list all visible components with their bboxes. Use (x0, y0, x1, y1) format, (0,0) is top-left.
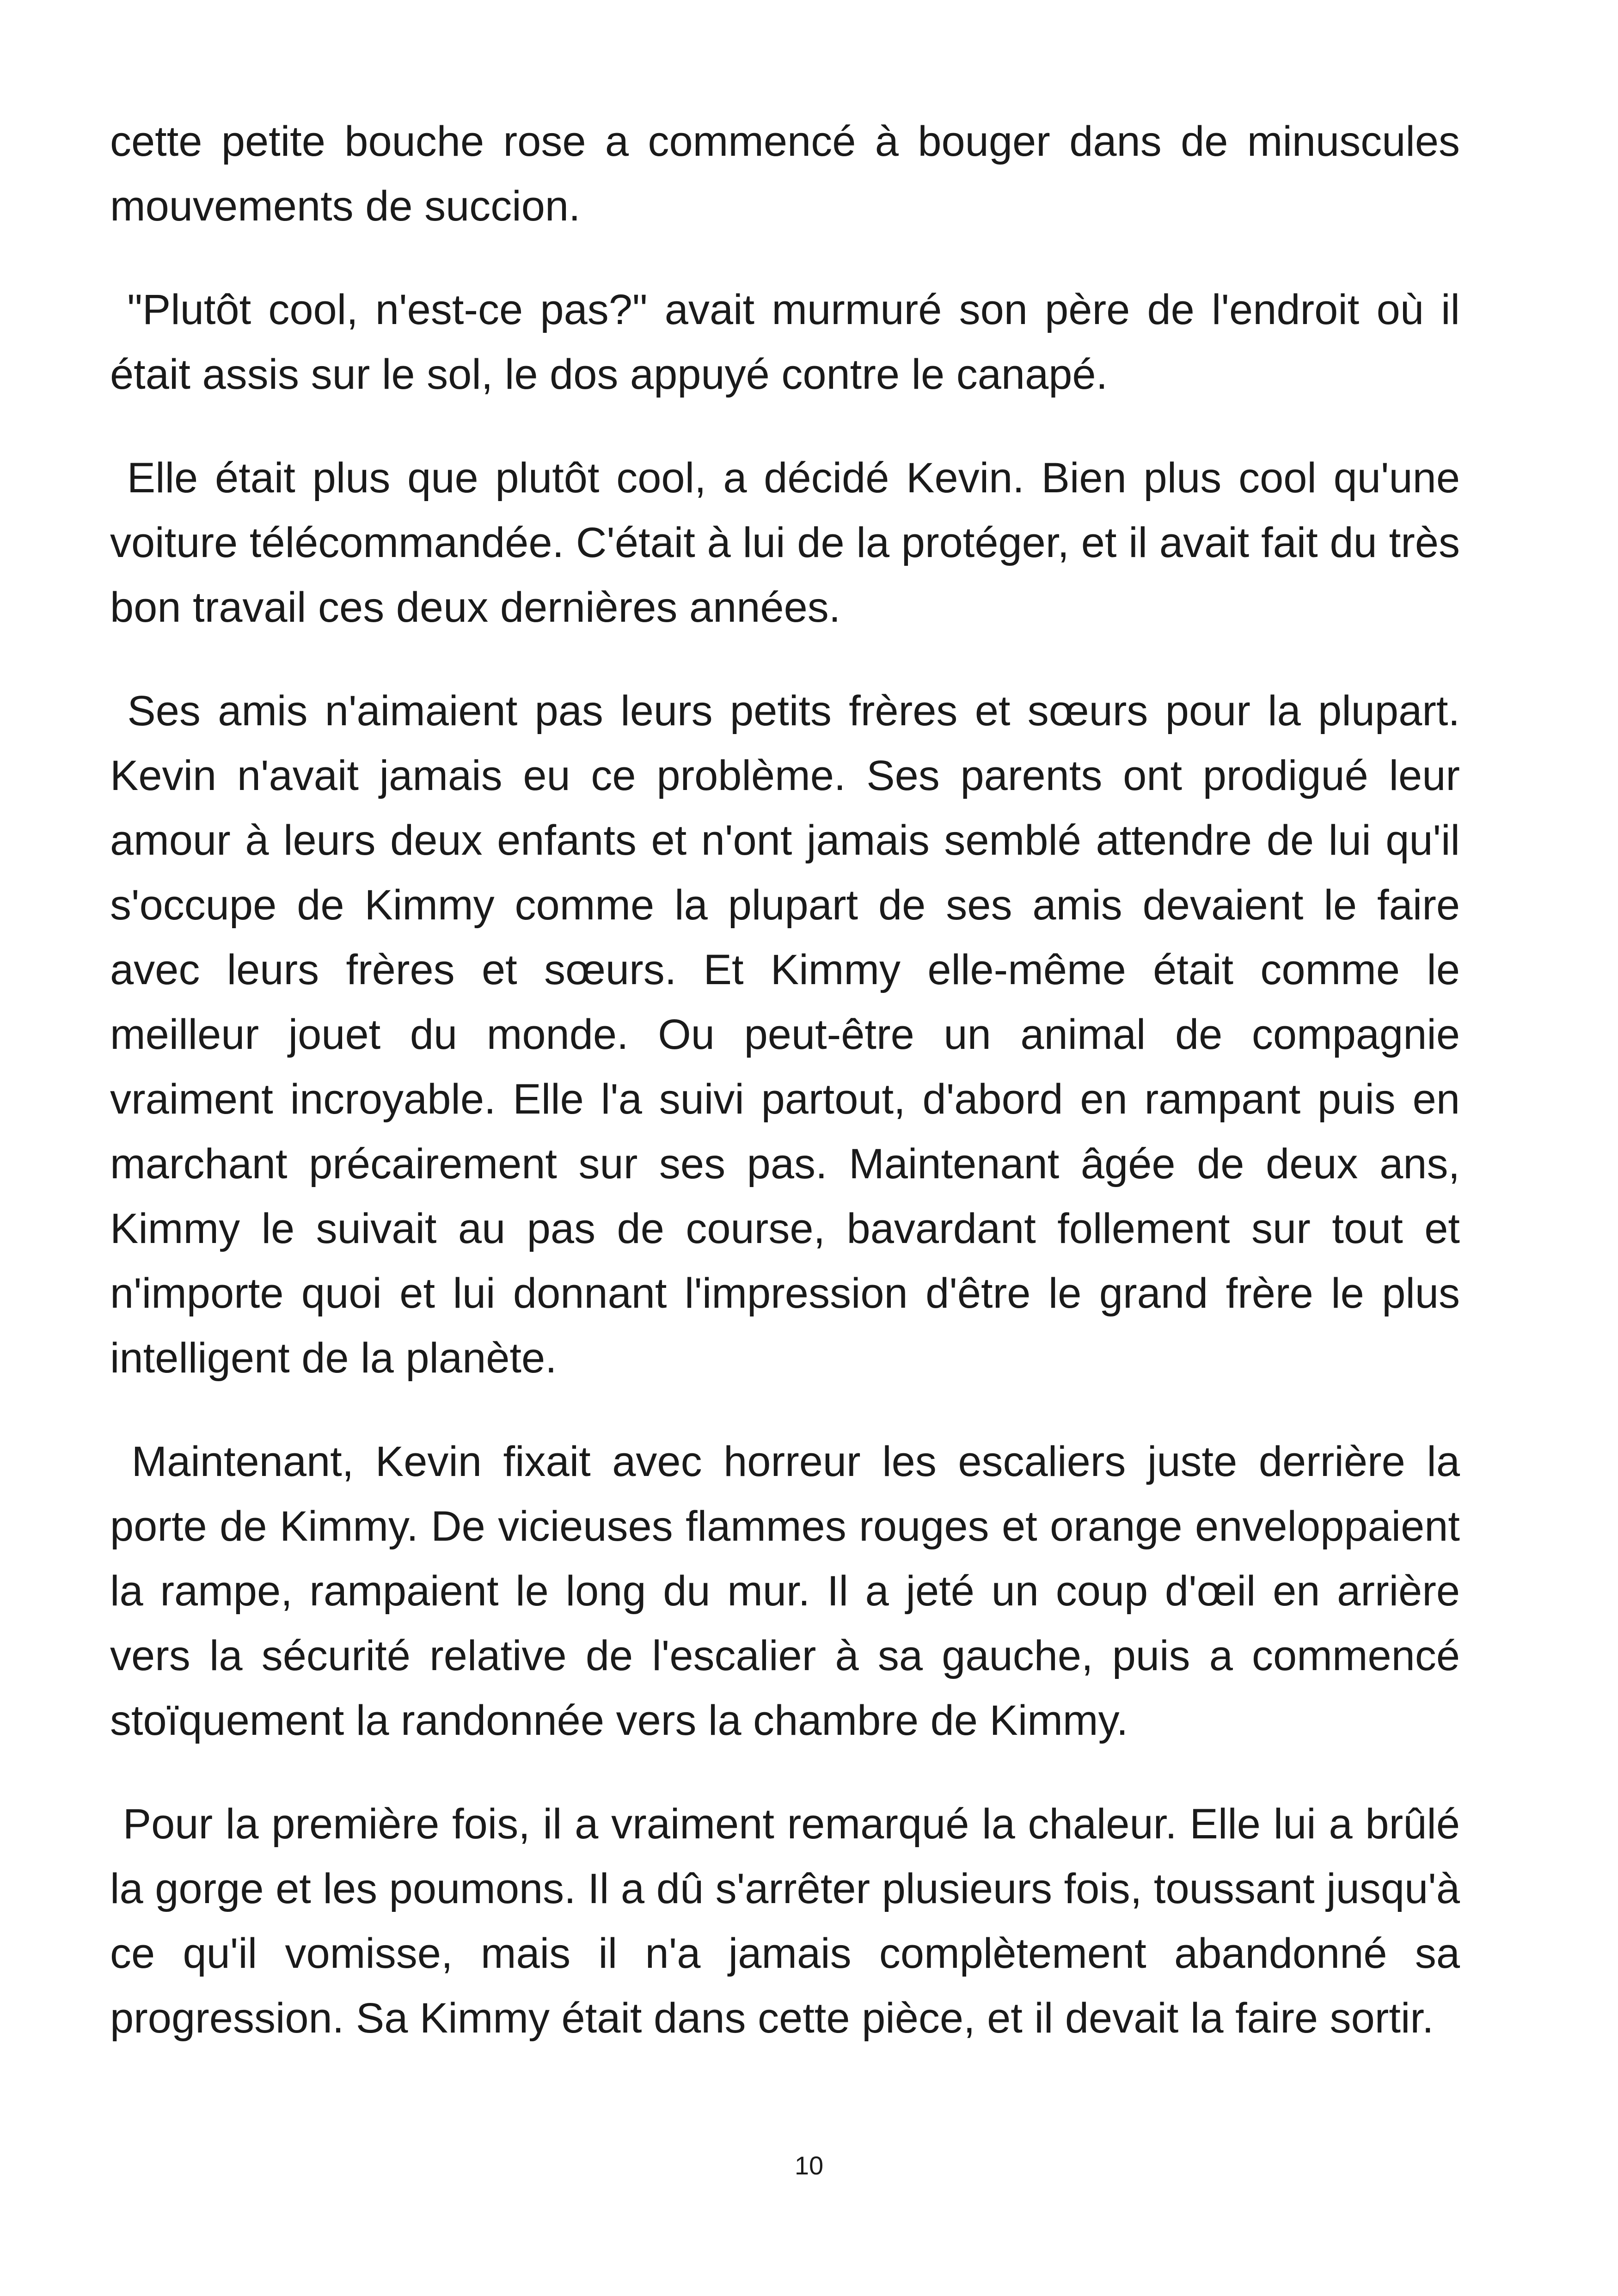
paragraph-4: Ses amis n'aimaient pas leurs petits frères et sœurs pour la plupart. Kevin n'avait jamais eu ce problème. Ses parents ont prodigué leur amour à leurs deux enfants et n'ont jamais semblé attendre de lui qu'il s'occupe de Kimmy comme la plupart de ses amis devaient le faire avec leurs frères et sœurs. Et Kimmy elle-même était comme le meilleur jouet du monde. Ou peut-être un animal de compagnie vraiment incroyable. Elle l'a suivi partout, d'abord en rampant puis en marchant précairement sur ses pas. Maintenant âgée de deux ans, Kimmy le suivait au pas de course, bavardant follement sur tout et n'importe quoi et lui donnant l'impression d'être le grand frère le plus intelligent de la planète. (110, 687, 1472, 1382)
paragraph-1: cette petite bouche rose a commencé à bouger dans de minuscules mouvements de succion. (110, 118, 1460, 230)
paragraph-2: "Plutôt cool, n'est-ce pas?" avait murmuré son père de l'endroit où il était assis sur le sol, le dos appuyé contre le canapé. (110, 286, 1472, 398)
paragraph-3: Elle était plus que plutôt cool, a décidé Kevin. Bien plus cool qu'une voiture télécommandée. C'était à lui de la protéger, et il avait fait du très bon travail ces deux dernières années. (110, 454, 1472, 631)
paragraph-5: Maintenant, Kevin fixait avec horreur les escaliers juste derrière la porte de Kimmy. De vicieuses flammes rouges et orange enveloppaient la rampe, rampaient le long du mur. Il a jeté un coup d'œil en arrière vers la sécurité relative de l'escalier à sa gauche, puis a commencé stoïquement la randonnée vers la chambre de Kimmy. (110, 1438, 1472, 1744)
paragraph-6: Pour la première fois, il a vraiment remarqué la chaleur. Elle lui a brûlé la gorge et les poumons. Il a dû s'arrêter plusieurs fois, toussant jusqu'à ce qu'il vomisse, mais il n'a jamais complètement abandonné sa progression. Sa Kimmy était dans cette pièce, et il devait la faire sortir. (110, 1800, 1472, 2042)
page-number: 10 (794, 2151, 824, 2180)
body-text (110, 109, 1472, 2089)
